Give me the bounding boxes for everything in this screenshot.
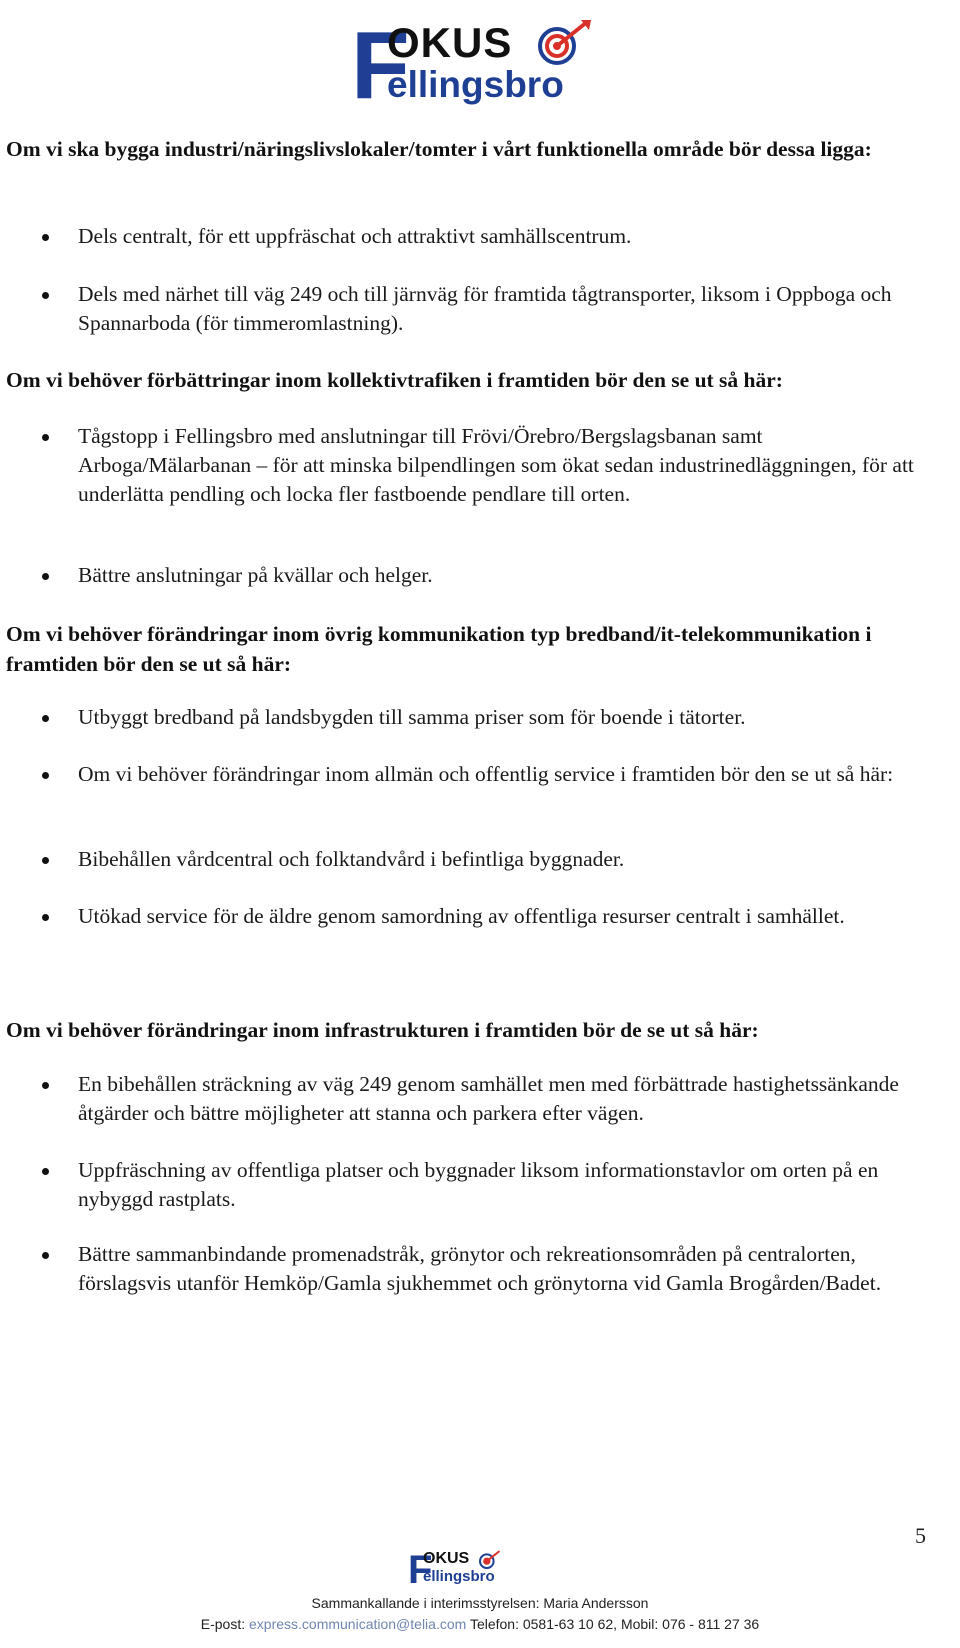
- bullet-item: Utökad service för de äldre genom samordning av offentliga resurser centralt i samhället.: [78, 902, 938, 931]
- section-heading-public-transport: Om vi behöver förbättringar inom kollektivtrafiken i framtiden bör den se ut så här:: [6, 368, 783, 392]
- footer-contact-person: Sammankallande i interimsstyrelsen: Maria Andersson: [311, 1595, 649, 1611]
- footer-phone: Telefon: 0581-63 10 62, Mobil: 076 - 811 27 36: [469, 1616, 760, 1632]
- footer-contact-details: [0, 1616, 960, 1632]
- footer-logo-letter-f: F: [408, 1548, 433, 1592]
- footer-logo-okus-text: OKUS: [423, 1550, 470, 1567]
- bullet-item: Bättre anslutningar på kvällar och helger.: [78, 561, 938, 590]
- footer-logo: [408, 1550, 504, 1590]
- footer-email-link[interactable]: express.communication@telia.com: [249, 1616, 467, 1632]
- bullet-item: Uppfräschning av offentliga platser och byggnader liksom informationstavlor om orten på en nybyggd rastplats.: [78, 1156, 938, 1214]
- bullet-item: Bättre sammanbindande promenadstråk, grönytor och rekreationsområden på centralorten, förslagsvis utanför Hemköp/Gamla sjukhemmet och grönytorna vid Gamla Brogården/Badet.: [78, 1240, 938, 1298]
- logo-letter-f: F: [351, 12, 410, 119]
- bullet-item: Utbyggt bredband på landsbygden till samma priser som för boende i tätorter.: [78, 703, 938, 732]
- section-heading-industrial-land: Om vi ska bygga industri/näringslivslokaler/tomter i vårt funktionella område bör dessa ligga:: [6, 137, 872, 161]
- logo-okus-text: OKUS: [387, 19, 513, 66]
- footer-target-icon: [478, 1550, 502, 1570]
- bullet-item: Om vi behöver förändringar inom allmän och offentlig service i framtiden bör den se ut så här:: [78, 760, 938, 789]
- logo-town-text: ellingsbro: [387, 64, 564, 105]
- fokus-fellingsbro-logo: [351, 12, 591, 119]
- section-heading-infrastructure: Om vi behöver förändringar inom infrastrukturen i framtiden bör de se ut så här:: [6, 1018, 759, 1042]
- bullet-item: Tågstopp i Fellingsbro med anslutningar till Frövi/Örebro/Bergslagsbanan samt Arboga/Mälarbanan – för att minska bilpendlingen som ökat sedan industrinedläggningen, för att underlätta pendling och locka fler fastboende pendlare till orten.: [78, 422, 938, 509]
- footer-logo-town-text: ellingsbro: [423, 1568, 495, 1585]
- bullet-item: En bibehållen sträckning av väg 249 genom samhället men med förbättrade hastighetssänkande åtgärder och bättre möjligheter att stanna och parkera efter vägen.: [78, 1070, 938, 1128]
- footer-email-label: E-post:: [200, 1616, 246, 1632]
- bullet-item: Bibehållen vårdcentral och folktandvård i befintliga byggnader.: [78, 845, 938, 874]
- target-icon: [535, 18, 595, 68]
- bullet-item: Dels med närhet till väg 249 och till järnväg för framtida tågtransporter, liksom i Oppboga och Spannarboda (för timmeromlastning).: [78, 280, 938, 338]
- section-heading-broadband: Om vi behöver förändringar inom övrig kommunikation typ bredband/it-telekommunikation i framtiden bör den se ut så här:: [6, 622, 872, 676]
- bullet-item: Dels centralt, för ett uppfräschat och attraktivt samhällscentrum.: [78, 222, 938, 251]
- page-number: 5: [915, 1523, 926, 1548]
